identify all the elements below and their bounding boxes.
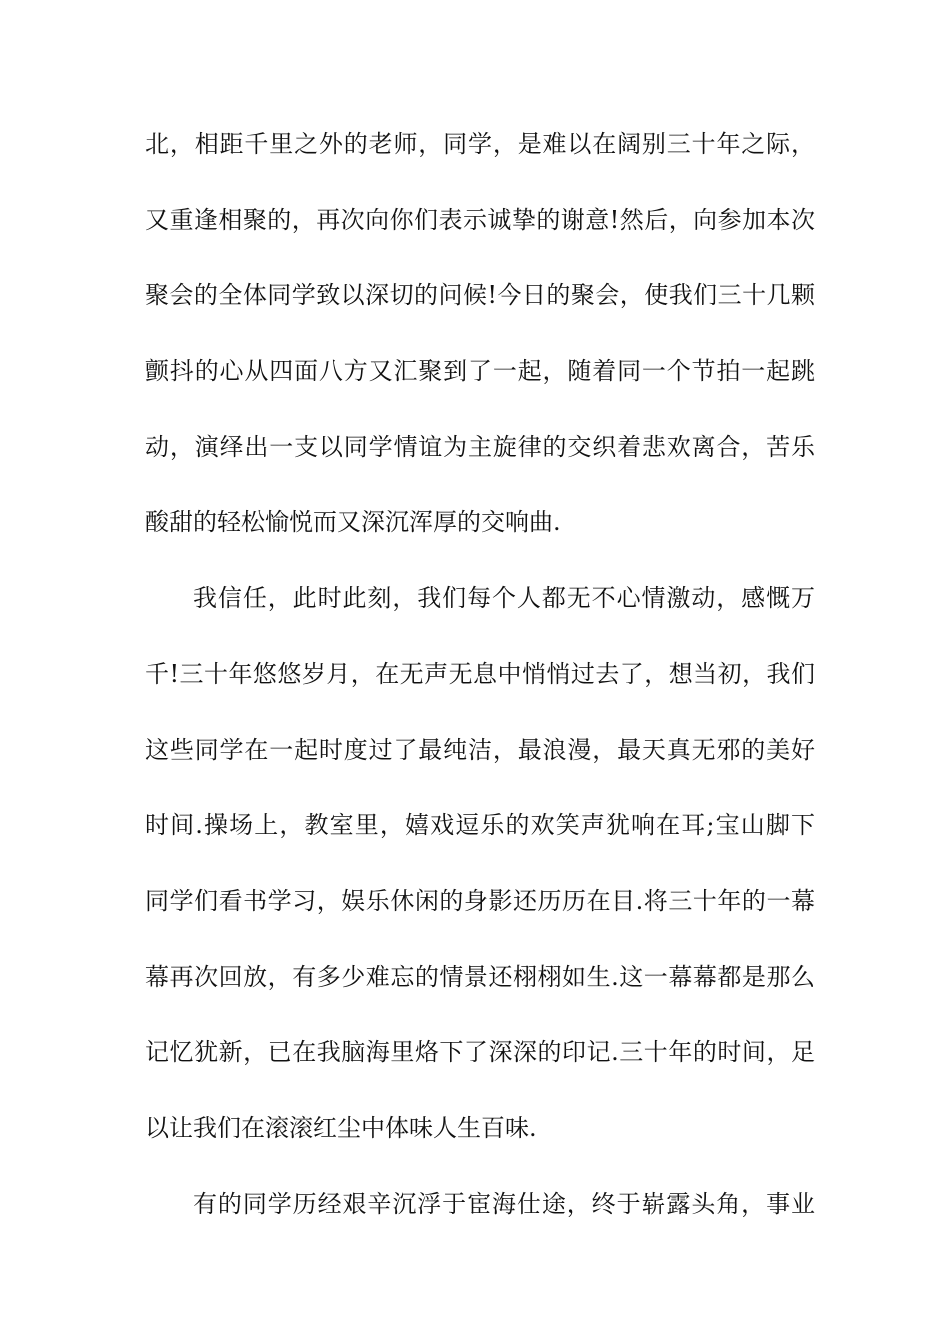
text-line: 千!三十年悠悠岁月，在无声无息中悄悄过去了，想当初，我们 — [145, 659, 815, 688]
document-body — [145, 128, 815, 1263]
text-line: 酸甜的轻松愉悦而又深沉浑厚的交响曲. — [145, 508, 561, 537]
text-line: 又重逢相聚的，再次向你们表示诚挚的谢意!然后，向参加本次 — [145, 205, 815, 234]
text-line: 同学们看书学习，娱乐休闲的身影还历历在目.将三十年的一幕 — [145, 886, 815, 915]
text-line: 这些同学在一起时度过了最纯洁，最浪漫，最天真无邪的美好 — [145, 735, 815, 764]
paragraph-start-line: 我信任，此时此刻，我们每个人都无不心情激动，感慨万 — [193, 584, 815, 613]
text-line: 时间.操场上，教室里，嬉戏逗乐的欢笑声犹响在耳;宝山脚下 — [145, 811, 815, 840]
text-line: 动，演绎出一支以同学情谊为主旋律的交织着悲欢离合，苦乐 — [145, 432, 815, 461]
text-line: 北，相距千里之外的老师，同学，是难以在阔别三十年之际， — [145, 130, 815, 158]
text-line: 以让我们在滚滚红尘中体味人生百味. — [145, 1113, 537, 1142]
text-line: 幕再次回放，有多少难忘的情景还栩栩如生.这一幕幕都是那么 — [145, 962, 815, 991]
text-line: 记忆犹新，已在我脑海里烙下了深深的印记.三十年的时间，足 — [145, 1038, 815, 1067]
text-line: 颤抖的心从四面八方又汇聚到了一起，随着同一个节拍一起跳 — [145, 357, 815, 386]
paragraph-start-line: 有的同学历经艰辛沉浮于宦海仕途，终于崭露头角，事业 — [193, 1189, 815, 1218]
text-line: 聚会的全体同学致以深切的问候!今日的聚会，使我们三十几颗 — [145, 281, 815, 310]
